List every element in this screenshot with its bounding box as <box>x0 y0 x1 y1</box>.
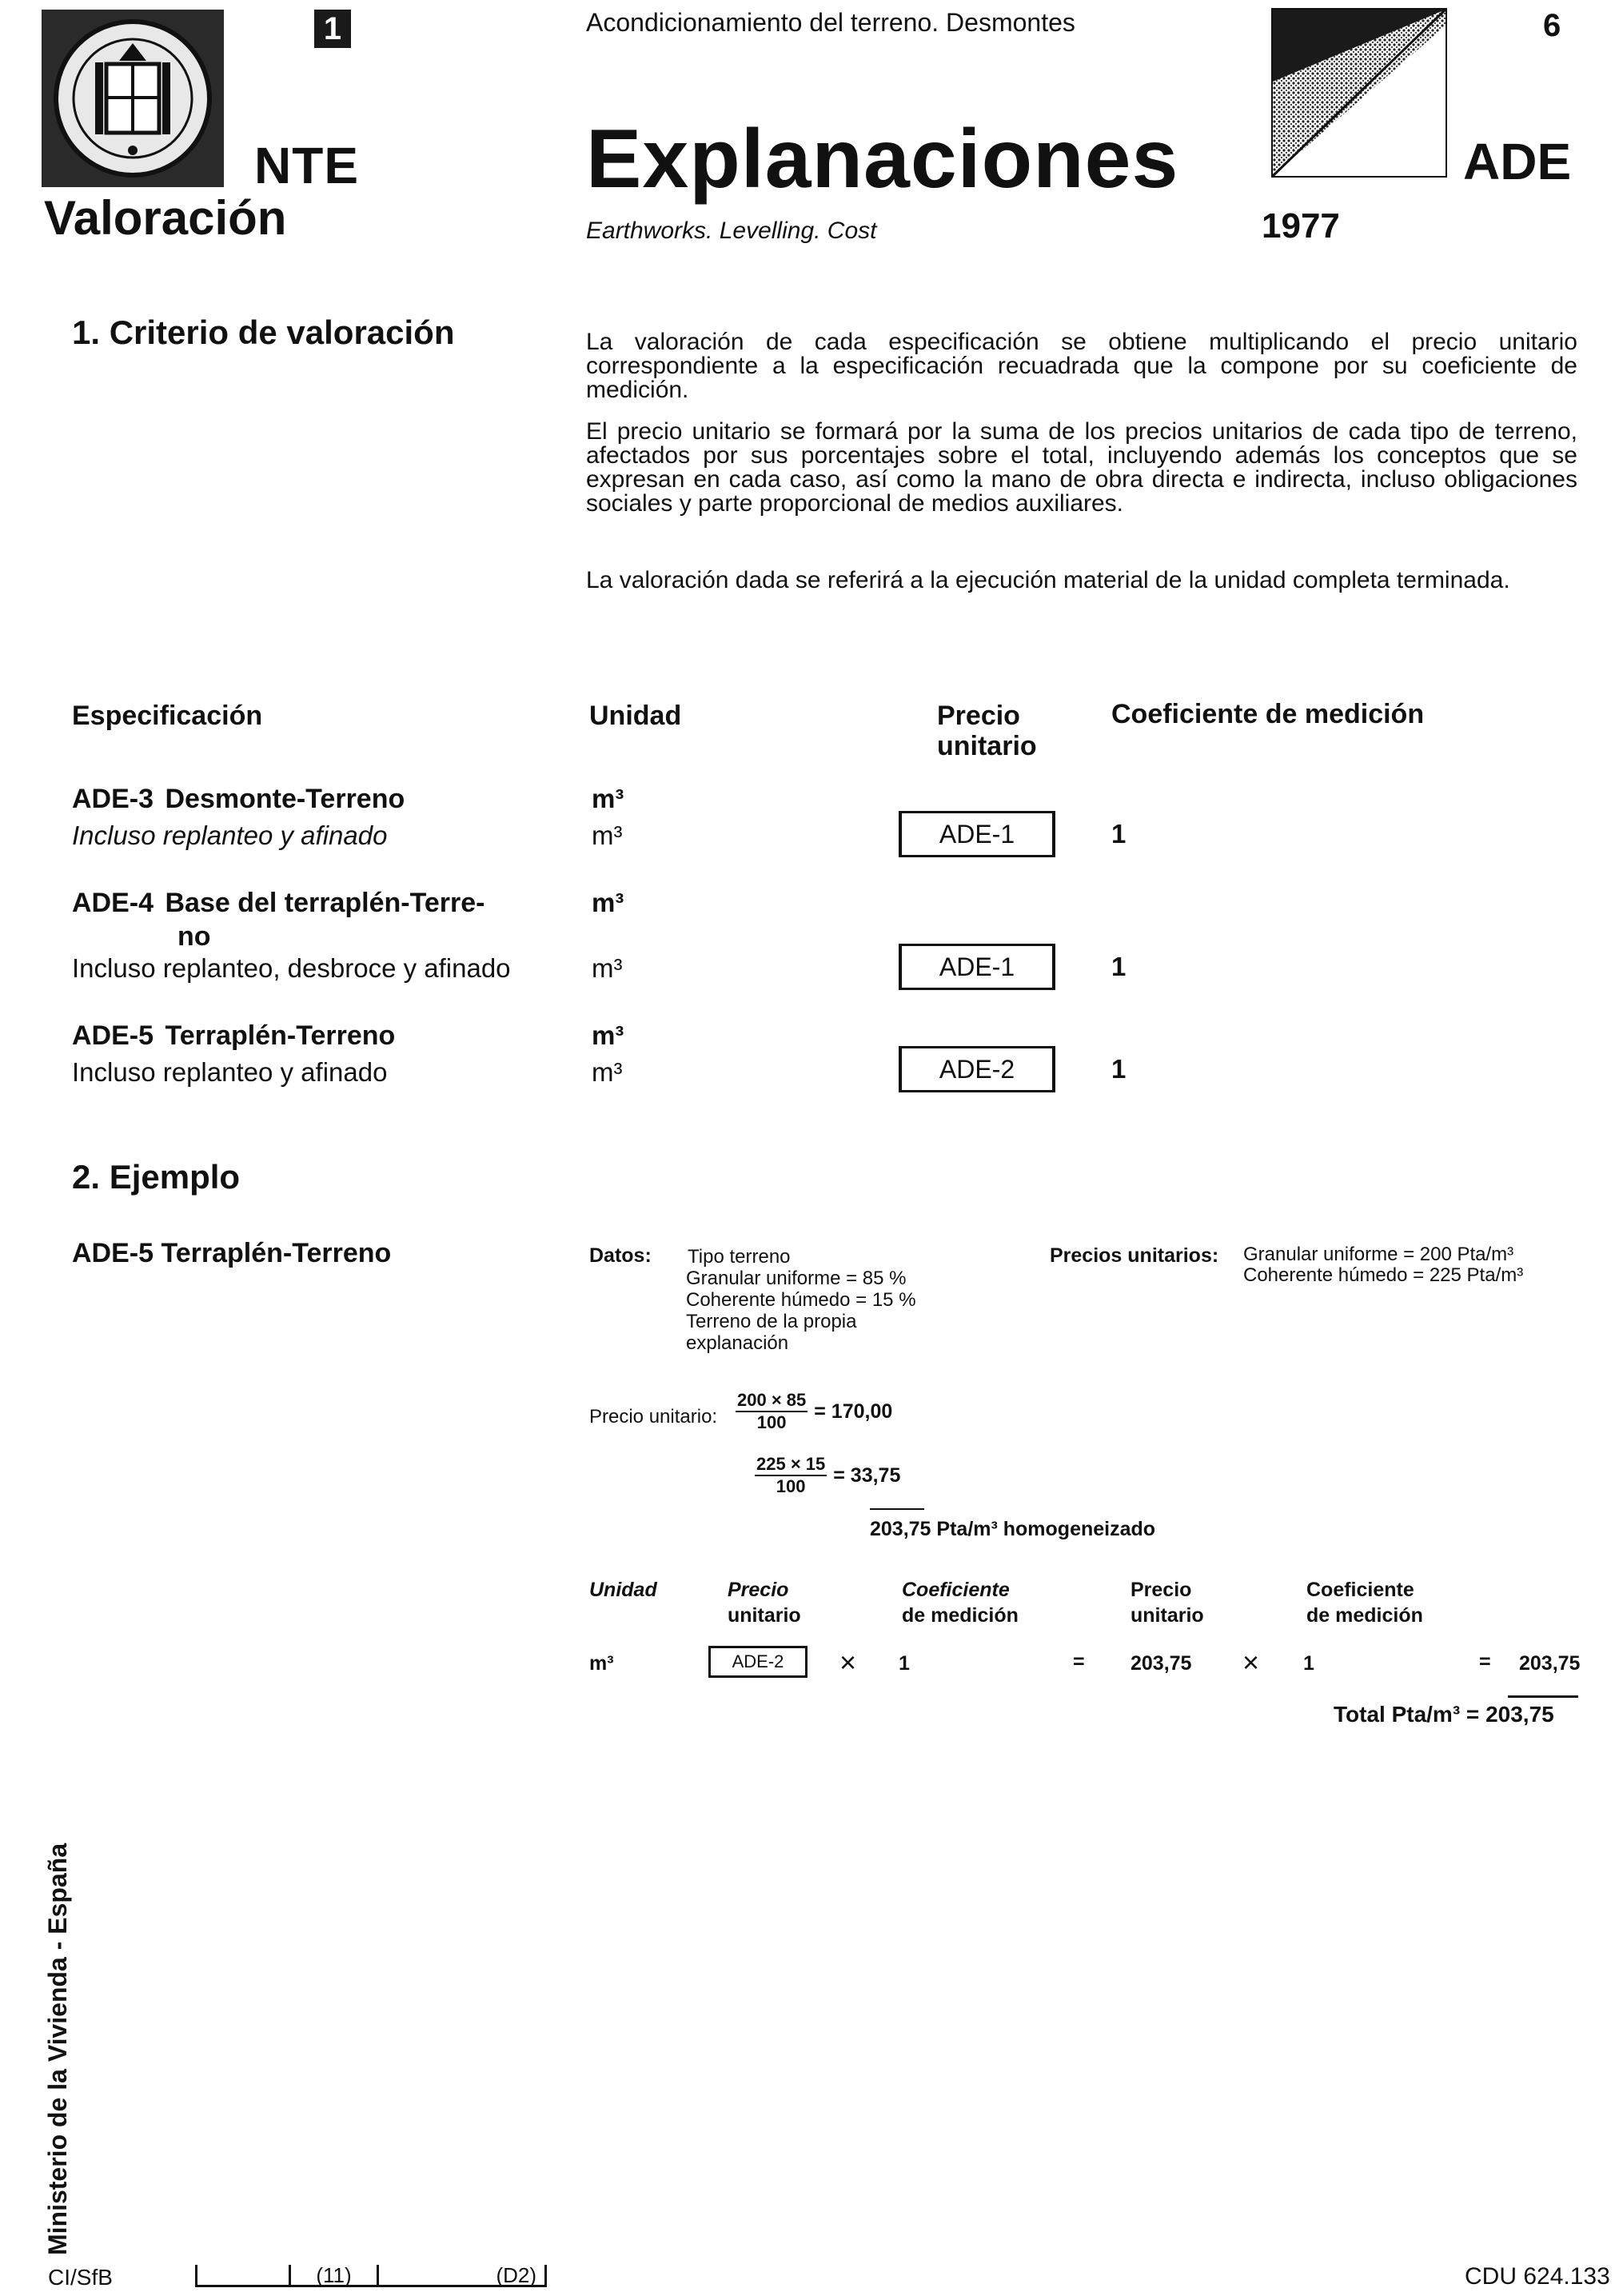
spec-detail-unit: m³ <box>592 953 623 983</box>
fraction-denominator: 100 <box>756 1412 787 1432</box>
spec-detail: Incluso replanteo y afinado <box>72 1057 388 1087</box>
cifsb-box <box>195 2265 291 2287</box>
spec-code: ADE-4 <box>72 888 154 918</box>
spec-unit: m³ <box>592 1020 624 1050</box>
sum-rule <box>870 1508 924 1510</box>
price-reference-box: ADE-2 <box>899 1046 1055 1092</box>
precios-line: Coherente húmedo = 225 Pta/m³ <box>1243 1264 1524 1286</box>
datos-list <box>686 1246 916 1354</box>
calc-line-1 <box>736 1390 892 1433</box>
calc-result: 203,75 <box>1519 1652 1581 1675</box>
datos-line: Terreno de la propia <box>686 1311 857 1332</box>
table-row <box>72 784 405 815</box>
calc-header-price: unitario <box>728 1604 801 1627</box>
page-number: 6 <box>1543 8 1561 43</box>
section1-heading: 1. Criterio de valoración <box>72 313 455 351</box>
english-subtitle: Earthworks. Levelling. Cost <box>586 218 877 244</box>
calc-unit: m³ <box>589 1652 614 1675</box>
spec-unit: m³ <box>592 888 624 917</box>
equals-sign: = <box>1479 1651 1491 1673</box>
calc-coefficient: 1 <box>1303 1652 1314 1675</box>
calc-header-coef: de medición <box>1306 1604 1423 1627</box>
coat-of-arms-icon <box>49 14 217 182</box>
datos-line: Coherente húmedo = 15 % <box>686 1289 916 1311</box>
calc-header-coef: de medición <box>902 1604 1019 1627</box>
section-label: Valoración <box>44 191 287 245</box>
fraction-result: = 33,75 <box>833 1463 901 1487</box>
col-header-price: unitario <box>937 731 1037 761</box>
cifsb-label: CI/SfB <box>48 2265 113 2290</box>
section1-paragraph: La valoración dada se referirá a la ejecución material de la unidad completa terminada. <box>586 567 1510 593</box>
spec-coefficient: 1 <box>1111 952 1127 981</box>
equals-sign: = <box>1073 1651 1085 1673</box>
calc-header-coef: Coeficiente <box>902 1579 1010 1601</box>
total-line: Total Pta/m³ = 203,75 <box>1334 1702 1554 1727</box>
spec-code: ADE-5 <box>72 1020 154 1051</box>
calc-header-price: Precio <box>1131 1579 1192 1601</box>
example-label: ADE-5 Terraplén-Terreno <box>72 1238 392 1268</box>
spec-code: ADE-3 <box>72 784 154 814</box>
calc-header-price: Precio <box>728 1579 789 1601</box>
fraction-result: = 170,00 <box>814 1400 893 1423</box>
datos-line: Tipo terreno <box>688 1246 791 1268</box>
fraction-numerator: 200 × 85 <box>736 1390 808 1412</box>
spec-name: Base del terraplén-Terre- <box>165 888 485 918</box>
price-reference-box: ADE-1 <box>899 944 1055 990</box>
col-header-price: Precio <box>937 701 1020 731</box>
calc-coefficient: 1 <box>899 1652 910 1675</box>
calc-header-coef: Coeficiente <box>1306 1579 1414 1601</box>
calc-header-unit: Unidad <box>589 1579 657 1601</box>
part-number-badge: 1 <box>314 10 351 48</box>
sum-line: 203,75 Pta/m³ homogeneizado <box>870 1518 1156 1540</box>
cdu-code: CDU 624.133 <box>1465 2263 1610 2290</box>
section1-paragraph: El precio unitario se formará por la suma de los precios unitarios de cada tipo de terreno, afectados por sus porcentajes sobre el total, incluyendo además los conceptos que se expresan en cada caso, así como la mano de obra directa e indirecta, incluso obligaciones sociales y parte proporcional de medios auxiliares. <box>586 418 1577 517</box>
spec-unit: m³ <box>592 784 624 813</box>
total-rule <box>1508 1695 1578 1698</box>
spec-detail-unit: m³ <box>592 821 623 850</box>
fraction <box>736 1390 808 1433</box>
cifsb-box: (11) <box>291 2265 379 2287</box>
ministry-name: Ministerio de la Vivienda - España <box>43 1843 72 2255</box>
spec-name-continuation: no <box>177 921 211 952</box>
price-reference-box: ADE-1 <box>899 811 1055 857</box>
fraction-numerator: 225 × 15 <box>755 1454 827 1476</box>
spec-coefficient: 1 <box>1111 819 1127 849</box>
page-title: Explanaciones <box>586 113 1179 206</box>
spec-detail: Incluso replanteo y afinado <box>72 821 388 850</box>
calc-label: Precio unitario: <box>589 1406 718 1428</box>
ministry-seal <box>42 10 224 187</box>
cifsb-box: (D2) <box>379 2265 547 2287</box>
col-header-spec: Especificación <box>72 701 263 731</box>
category-graphic <box>1271 8 1447 178</box>
datos-line: explanación <box>686 1332 789 1354</box>
publication-year: 1977 <box>1262 206 1340 246</box>
datos-line: Granular uniforme = 85 % <box>686 1268 907 1289</box>
nte-code: ADE <box>1463 133 1572 190</box>
spec-name: Desmonte-Terreno <box>165 784 405 814</box>
multiply-sign: × <box>1242 1646 1260 1679</box>
calc-header-price: unitario <box>1131 1604 1204 1627</box>
precios-line: Granular uniforme = 200 Pta/m³ <box>1243 1244 1514 1265</box>
col-header-unit: Unidad <box>589 701 682 731</box>
ministry-vertical-text <box>0 1759 72 2255</box>
section2-heading: 2. Ejemplo <box>72 1158 241 1196</box>
nte-label: NTE <box>254 137 359 194</box>
section1-paragraph: La valoración de cada especificación se obtiene multiplicando el precio unitario correspondiente a la especificación recuadrada que la compone por su coeficiente de medición. <box>586 329 1577 403</box>
table-row <box>72 1020 395 1052</box>
topic-line: Acondicionamiento del terreno. Desmontes <box>586 8 1075 37</box>
table-row <box>72 888 485 919</box>
calc-price: 203,75 <box>1131 1652 1192 1675</box>
precios-label: Precios unitarios: <box>1050 1244 1219 1267</box>
spec-detail: Incluso replanteo, desbroce y afinado <box>72 953 511 983</box>
spec-coefficient: 1 <box>1111 1054 1127 1084</box>
price-reference-box: ADE-2 <box>708 1646 808 1678</box>
fraction <box>755 1454 827 1497</box>
calc-line-2 <box>755 1454 900 1497</box>
datos-label: Datos: <box>589 1244 652 1267</box>
spec-name: Terraplén-Terreno <box>165 1020 396 1051</box>
fraction-denominator: 100 <box>776 1476 806 1496</box>
diagonal-shade-icon <box>1273 10 1446 176</box>
multiply-sign: × <box>839 1646 857 1679</box>
spec-detail-unit: m³ <box>592 1057 623 1087</box>
col-header-coef: Coeficiente de medición <box>1111 699 1425 729</box>
precios-list <box>1243 1244 1523 1286</box>
